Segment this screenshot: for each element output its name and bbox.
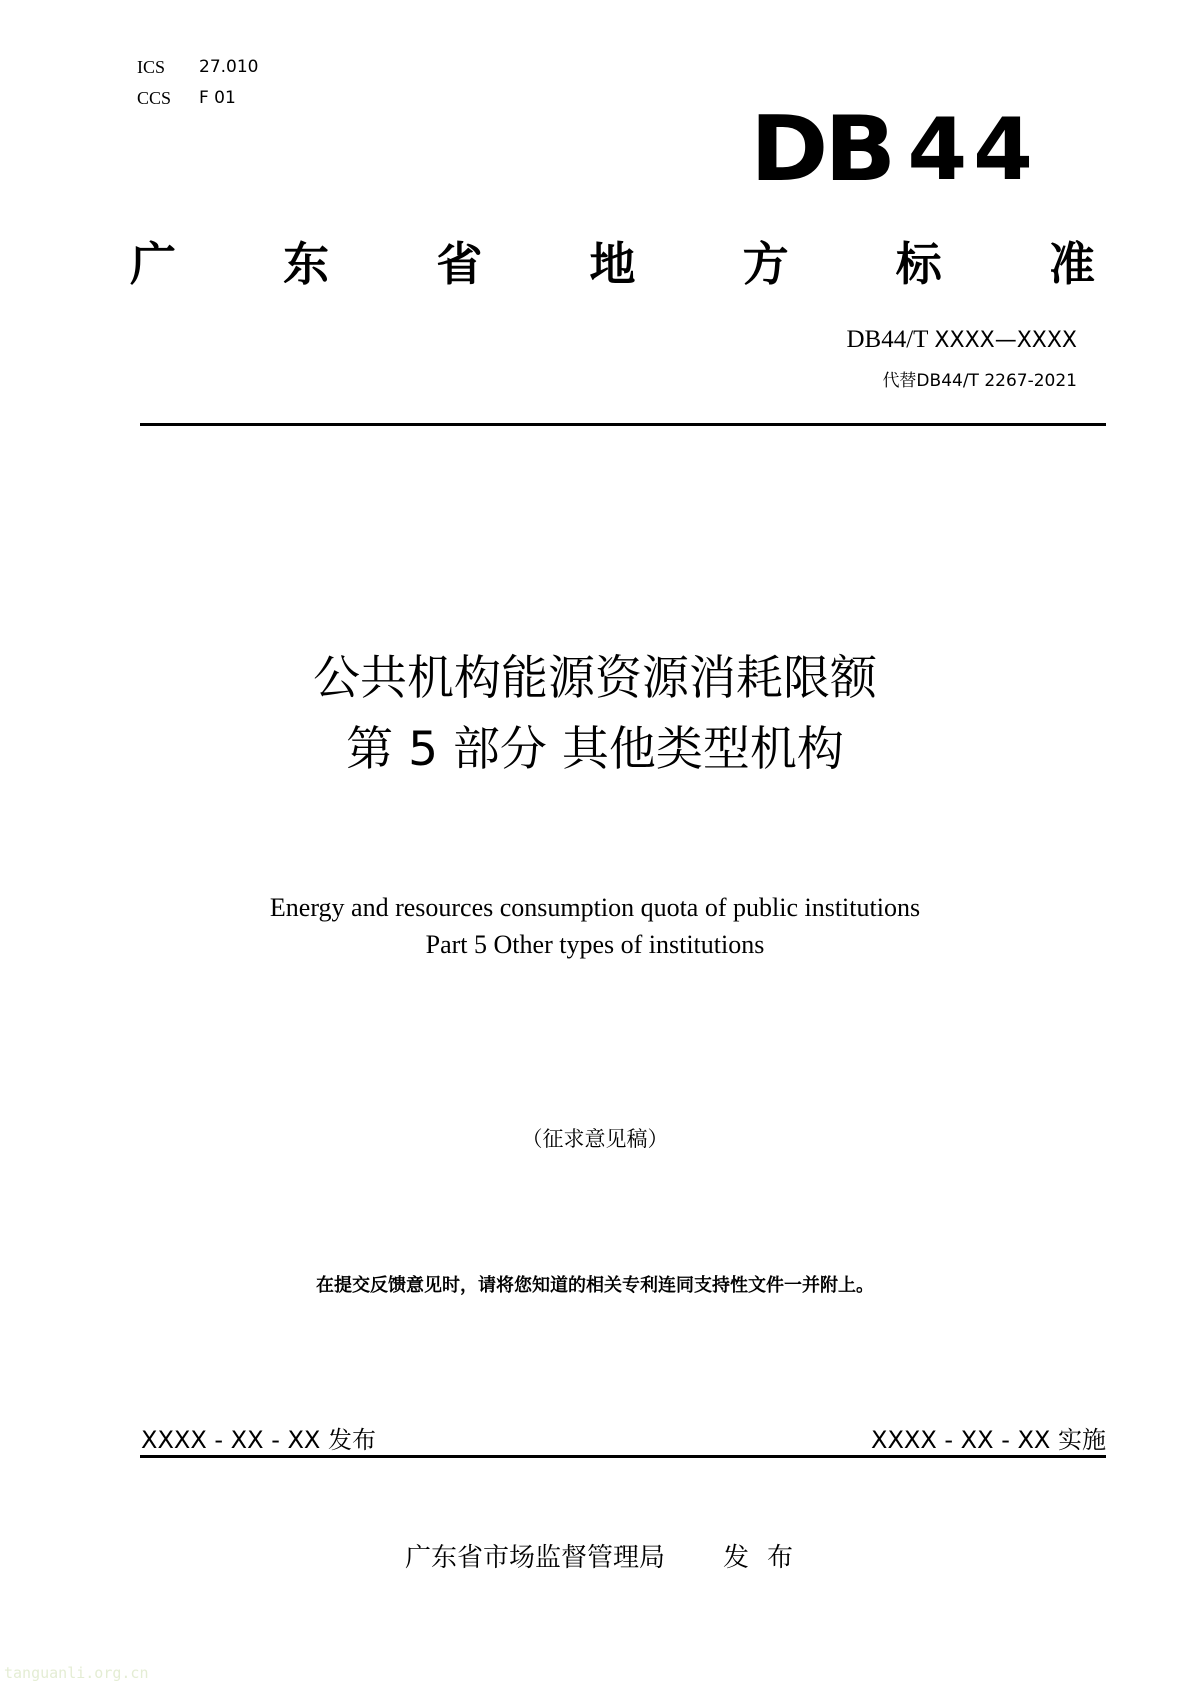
ics-code-row — [137, 57, 258, 78]
title-en-line2: Part 5 Other types of institutions — [425, 930, 765, 959]
footer-divider — [140, 1455, 1106, 1458]
heading-char: 地 — [589, 237, 636, 291]
publisher-action: 发布 — [723, 1543, 812, 1573]
publisher-org: 广东省市场监督管理局 — [405, 1543, 666, 1573]
ics-value: 27.010 — [199, 57, 259, 77]
standard-number-prefix: DB44/T — [846, 326, 929, 353]
heading-char: 方 — [742, 237, 789, 291]
ccs-label: CCS — [137, 88, 172, 108]
patent-notice: 在提交反馈意见时，请将您知道的相关专利连同支持性文件一并附上。 — [316, 1275, 874, 1296]
issue-date: XXXX - XX - XX 发布 — [141, 1426, 376, 1454]
heading-char: 东 — [283, 237, 330, 291]
standard-number-code: XXXX—XXXX — [934, 328, 1077, 353]
replaces-standard: 代替DB44/T 2267-2021 — [882, 371, 1077, 391]
draft-status: （征求意见稿） — [521, 1127, 669, 1151]
title-cn-line1: 公共机构能源资源消耗限额 — [313, 651, 877, 706]
title-en-line1: Energy and resources consumption quota of public institutions — [269, 893, 921, 922]
ccs-code-row — [137, 88, 236, 109]
heading-char: 标 — [895, 237, 942, 291]
logo-letters: DB — [750, 97, 893, 202]
heading-char: 准 — [1048, 237, 1095, 291]
header-divider — [140, 423, 1106, 426]
heading-char: 广 — [130, 237, 176, 291]
db44-logo — [750, 97, 1039, 202]
ccs-value: F 01 — [199, 88, 236, 108]
heading-char: 省 — [436, 237, 483, 291]
ics-label: ICS — [137, 57, 166, 77]
watermark: tanguanli.org.cn — [4, 1664, 149, 1682]
standard-number — [846, 326, 1077, 354]
standard-type-heading — [130, 228, 1095, 294]
publisher-line — [405, 1537, 811, 1574]
title-cn-line2: 第 5 部分 其他类型机构 — [346, 722, 844, 777]
implement-date: XXXX - XX - XX 实施 — [871, 1426, 1106, 1454]
logo-number: 44 — [907, 100, 1039, 200]
